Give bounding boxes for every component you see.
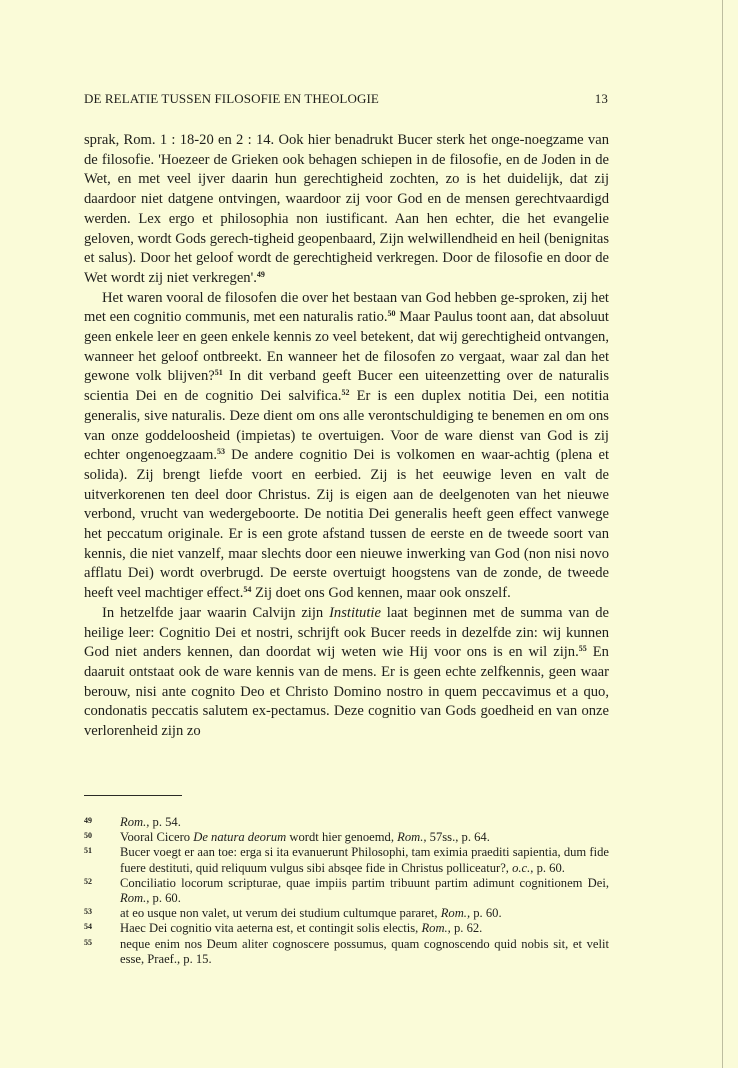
text-run: 57ss., p. 64. [426,830,490,845]
footnote-text [120,830,490,844]
italic-run: Rom., [440,906,471,921]
footnote-ref: 49 [256,269,265,279]
italic-run: De natura deorum [193,830,287,845]
text-run: p. 54. [149,815,181,829]
italic-run: Rom., [421,921,451,936]
text-run: p. 60. [470,906,502,921]
paragraph-3 [84,604,609,742]
text-run: wordt hier genoemd, [286,830,398,845]
italic-run: Institutie [329,604,381,621]
paragraph-2 [84,289,609,604]
text-run: Maar Paulus toont aan, dat absoluut geen enkele leer en geen enkele kennis zo veel betekent, dat wij gerechtigheid ontvangen, wanneer het geloof ontbreekt. En wanneer het de filosofen zo vergaat, waar zal dan het gewone volk blijven? [84,309,609,385]
italic-run: Rom., [120,815,150,829]
text-run: laat beginnen met de summa van de heilige leer: Cognitio Dei et nostri, schrijft ook Bucer reeds in dezelfde zin: wij kunnen God niet anders kennen, dan doordat wij weten wie Hij voor ons is en wil zijn. [84,604,609,661]
footnote-51 [84,845,609,875]
page-edge-line [722,0,723,1068]
footnote-55 [84,937,609,967]
footnote-number: 51 [84,846,92,856]
text-run: Zij doet ons God kennen, maar ook onszelf. [251,585,511,602]
footnote-number: 52 [84,876,92,886]
text-run: De andere cognitio Dei is volkomen en waar-achtig (plena et solida). Zij brengt liefde voort en eerbied. Zij is het eeuwige leven en valt de uitverkorenen ten deel door Christus. Zij is eigen aan de deelgenoten van het nieuwe verbond, vrucht van wedergeboorte. De notitia Dei generalis heeft geen effect vanwege het peccatum originale. Er is een grote afstand tussen de eerste en de tweede soort van kennis, die niet vanzelf, maar slechts door een nieuwe inwerking van God (non nisi novo afflatu Dei) wordt overbrugd. De eerste overtuigt hoogstens van de zonde, de tweede heeft veel machtiger effect. [84,447,609,602]
footnote-54 [84,921,609,936]
footnote-ref: 54 [243,585,252,595]
text-run: Er is een duplex notitia Dei, een notitia generalis, sive naturalis. Deze dient om ons alle verontschuldiging te benemen en om ons van onze goddeloosheid (impietas) te overtuigen. Voor de ware dienst van God is zij echter ongenoegzaam. [84,388,609,464]
text-run: In dit verband geeft Bucer een uiteenzetting over de naturalis scientia Dei en de cognitio Dei salvifica. [84,368,610,405]
italic-run: o.c., [512,860,534,875]
text-run: neque enim nos Deum aliter cognoscere possumus, quam cognoscendo quid nobis sit, et velit esse, Praef., p. 15. [120,936,609,966]
text-run: In hetzelfde jaar waarin Calvijn zijn [102,604,330,621]
text-run: Vooral Cicero [120,830,194,845]
footnote-52 [84,876,609,906]
text-run: p. 62. [450,921,483,936]
text-run: Het waren vooral de filosofen die over het bestaan van God hebben ge-sproken, zij het met een cognitio communis, met een naturalis ratio. [84,289,609,326]
running-title: DE RELATIE TUSSEN FILOSOFIE EN THEOLOGIE [84,91,379,106]
text-run: Bucer voegt er aan toe: erga si ita evanuerunt Philosophi, tam eximia praediti sapientia, dum fide fuere destituti, quid reliquum vulgus sibi absqee fide in Christus polliceatur?, [120,845,609,875]
footnotes [84,815,609,967]
footnote-number: 55 [84,937,92,947]
footnote-number: 53 [84,907,92,917]
text-run: sprak, Rom. 1 : 18-20 en 2 : 14. Ook hier benadrukt Bucer sterk het onge-noegzame van de filosofie. 'Hoezeer de Grieken ook behagen schiepen in de filosofie, en de Joden in de Wet, en met veel ijver daarin hun gerechtigheid zochten, zo is het duidelijk, dat zij daardoor niet datgene ontvingen, waardoor zij voor God en de mensen gerechtvaardigd werden. Lex ergo et philosophia non iustificant. Aan hen echter, die het evangelie geloven, wordt Gods gerech-tigheid geopenbaard, Zijn welwillendheid en heil (benignitas et salus). Door het geloof wordt de gerechtigheid verkregen. Door de filosofie en door de Wet wordt zij niet verkregen'. [84,132,609,286]
footnote-ref: 50 [387,309,396,319]
footnote-53 [84,906,609,921]
main-text [84,131,609,742]
footnote-number: 49 [84,816,92,825]
paragraph-1 [84,131,609,289]
footnote-ref: 55 [578,644,587,654]
footnote-text [120,876,609,905]
footnote-text [120,906,502,920]
text-run: Conciliatio locorum scripturae, quae impiis partim tribuunt partim adimunt cognitionem Dei, [120,875,609,890]
footnote-text [120,815,181,829]
footnote-ref: 52 [341,388,350,398]
footnote-ref: 53 [217,447,225,457]
text-run: Haec Dei cognitio vita aeterna est, et contingit solis electis, [120,921,422,936]
footnote-separator [84,795,182,796]
footnote-49 [84,815,609,830]
footnote-text [120,845,609,874]
page-number: 13 [594,91,608,106]
italic-run: Rom., [397,830,427,845]
text-run: En daaruit ontstaat ook de ware kennis van de mens. Er is geen echte zelfkennis, geen waar berouw, nisi ante cognito Deo et Christo Domino nostro in quem peccavimus et a quo, condonatis peccatis salutem ex-pectamus. Deze cognitio van Gods goedheid en van onze verlorenheid zijn zo [84,644,609,740]
footnote-ref: 51 [214,368,223,378]
footnote-number: 50 [84,831,92,841]
text-run: at eo usque non valet, ut verum dei studium cultumque pararet, [120,906,441,921]
footnote-number: 54 [84,922,92,932]
text-run: p. 60. [149,891,181,906]
footnote-text [120,921,482,935]
italic-run: Rom., [120,891,150,906]
text-run: p. 60. [533,860,565,875]
footnote-text [120,937,609,966]
footnote-50 [84,830,609,845]
